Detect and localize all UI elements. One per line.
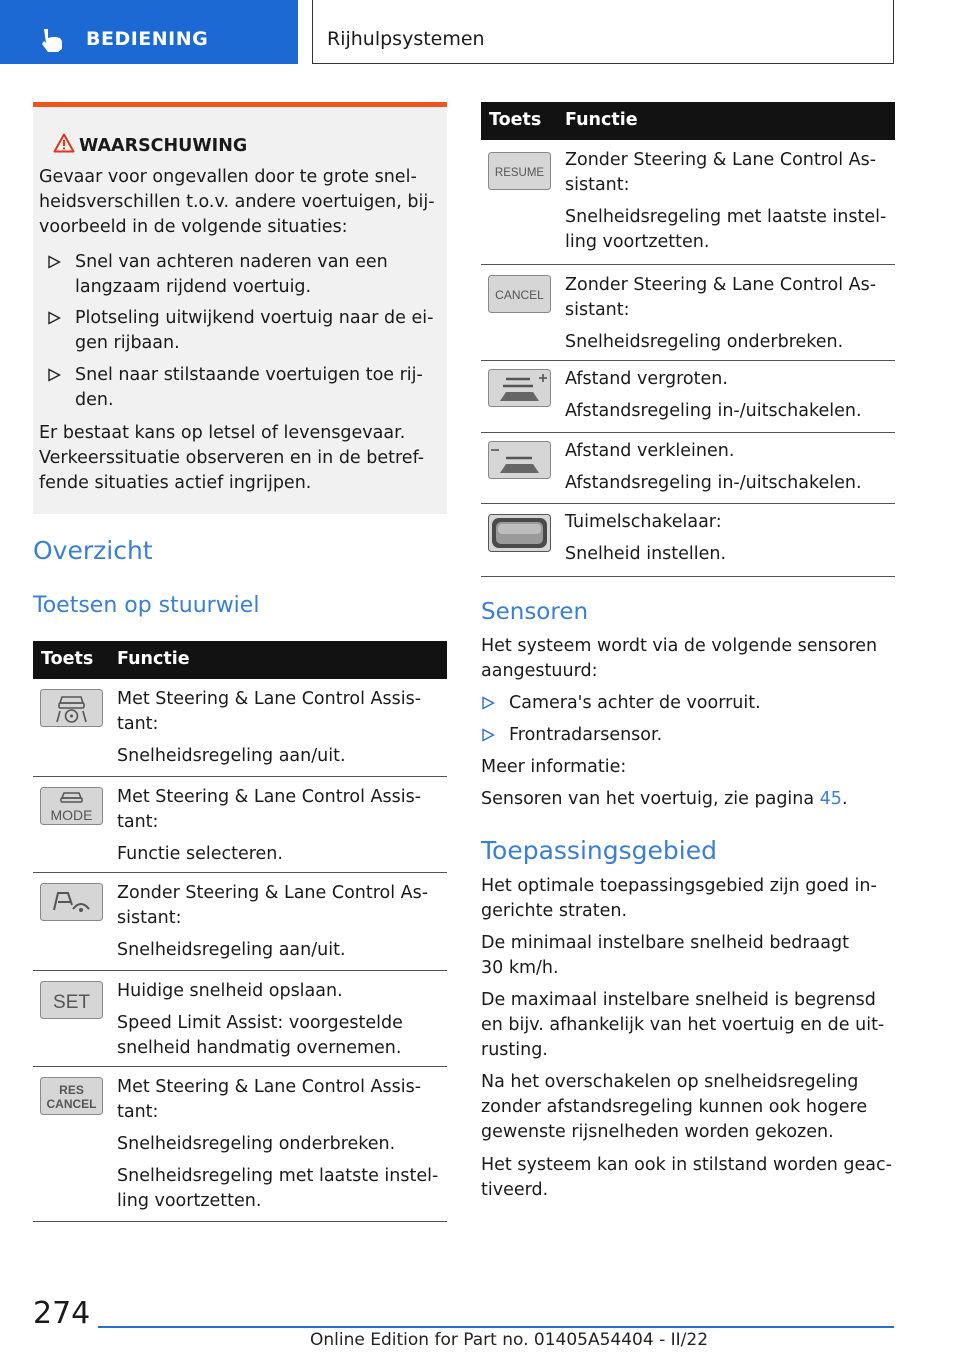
- page-reference-link[interactable]: 45: [819, 789, 842, 809]
- set-text: SET: [53, 992, 90, 1013]
- table-row: [33, 873, 447, 971]
- cell-line: Tuimelschakelaar:: [565, 512, 722, 532]
- text-line: rusting.: [481, 1040, 548, 1060]
- cell-line: Afstandsregeling in-/uitschakelen.: [565, 473, 862, 493]
- application-area-heading: Toepassingsgebied: [481, 836, 717, 865]
- reference-text: Sensoren van het voertuig, zie pagina: [481, 789, 820, 809]
- page-number: 274: [33, 1296, 91, 1331]
- cell-line: Afstand vergroten.: [565, 369, 728, 389]
- cell-line: Snelheidsregeling met laatste instel-: [117, 1166, 439, 1186]
- sensors-reference: [481, 787, 895, 812]
- function-cell: [117, 881, 447, 970]
- edition-text: Online Edition for Part no. 01405A54404 - II/22: [310, 1330, 709, 1350]
- function-cell: [117, 1075, 447, 1221]
- warning-intro-line: Gevaar voor ongevallen door te grote snel-: [39, 167, 417, 187]
- warning-outro-line: Er bestaat kans op letsel of levensgevaar.: [39, 423, 406, 443]
- warning-intro: [39, 165, 441, 240]
- warning-outro-line: Verkeerssituatie observeren en in de betref-: [39, 448, 425, 468]
- sensors-heading: Sensoren: [481, 599, 589, 625]
- paragraph: [481, 1070, 895, 1145]
- paragraph: [481, 988, 895, 1063]
- column-header-key: Toets: [41, 649, 94, 669]
- cell-line: Afstandsregeling in-/uitschakelen.: [565, 401, 862, 421]
- chapter-tab[interactable]: [0, 0, 298, 64]
- triangle-bullet-icon: [47, 311, 61, 325]
- text-line: gewenste rijsnelheden worden gekozen.: [481, 1122, 834, 1142]
- distance-increase-button-icon: [488, 369, 551, 407]
- res-cancel-button-icon: [40, 1077, 103, 1115]
- bullet-line: Snel naar stilstaande voertuigen toe rij-: [75, 365, 423, 385]
- text-line: De maximaal instelbare snelheid is begrensd: [481, 990, 876, 1010]
- resume-button-icon: [488, 152, 551, 190]
- warning-intro-line: voorbeeld in de volgende situaties:: [39, 217, 348, 237]
- cell-line: Snelheidsregeling met laatste instel-: [565, 207, 887, 227]
- cell-line: snelheid handmatig overnemen.: [117, 1038, 402, 1058]
- steering-wheel-buttons-heading: Toetsen op stuurwiel: [33, 593, 260, 618]
- triangle-bullet-icon: [481, 696, 495, 710]
- text-line: De minimaal instelbare snelheid bedraagt: [481, 933, 849, 953]
- cell-line: sistant:: [565, 300, 630, 320]
- warning-title: WAARSCHUWING: [79, 136, 248, 156]
- triangle-bullet-icon: [47, 368, 61, 382]
- more-info-label: Meer informatie:: [481, 757, 627, 777]
- function-cell: [565, 367, 895, 431]
- footer-divider: [98, 1326, 894, 1328]
- bullet-line: Plotseling uitwijkend voertuig naar de ei-: [75, 308, 434, 328]
- table-row: [481, 433, 895, 504]
- paragraph: [481, 931, 895, 981]
- cell-line: tant:: [117, 812, 159, 832]
- text-line: 30 km/h.: [481, 958, 559, 978]
- cancel-button-icon: [488, 275, 551, 313]
- cell-line: Snelheidsregeling aan/uit.: [117, 746, 346, 766]
- table-row: [33, 1067, 447, 1222]
- text-line: tiveerd.: [481, 1180, 549, 1200]
- bullet-line: den.: [75, 390, 114, 410]
- mode-text: MODE: [50, 807, 93, 823]
- function-cell: [117, 785, 447, 874]
- bullet-text: Frontradarsensor.: [509, 725, 663, 745]
- chapter-tab-label: BEDIENING: [86, 28, 209, 50]
- mode-button-icon: [40, 787, 103, 825]
- warning-outro-line: fende situaties actief ingrijpen.: [39, 473, 312, 493]
- function-cell: [117, 979, 447, 1068]
- warning-outro: [39, 421, 441, 496]
- section-header: [312, 0, 894, 64]
- bullet-line: Snel van achteren naderen van een: [75, 252, 388, 272]
- function-cell: [117, 687, 447, 776]
- text-line: aangestuurd:: [481, 661, 598, 681]
- cruise-control-button-icon: [40, 883, 103, 921]
- cell-line: Huidige snelheid opslaan.: [117, 981, 343, 1001]
- cell-line: Met Steering & Lane Control Assis-: [117, 787, 422, 807]
- text-line: gerichte straten.: [481, 901, 628, 921]
- text-line: Het systeem kan ook in stilstand worden geac-: [481, 1155, 892, 1175]
- table-header: [481, 102, 895, 140]
- function-cell: [565, 273, 895, 362]
- cell-line: Afstand verkleinen.: [565, 441, 735, 461]
- bullet-text: Camera's achter de voorruit.: [509, 693, 761, 713]
- cell-line: Snelheidsregeling onderbreken.: [117, 1134, 396, 1154]
- steering-assist-button-icon: [40, 689, 103, 727]
- column-header-function: Functie: [565, 110, 638, 130]
- resume-text: RESUME: [494, 167, 545, 179]
- res-text: RES: [59, 1083, 84, 1097]
- cell-line: Zonder Steering & Lane Control As-: [565, 150, 877, 170]
- cell-line: sistant:: [117, 908, 182, 928]
- warning-triangle-icon: [53, 133, 75, 153]
- function-cell: [565, 439, 895, 503]
- table-row: [33, 777, 447, 873]
- cancel-text: CANCEL: [46, 1097, 97, 1111]
- table-row: [33, 679, 447, 777]
- cell-line: ling voortzetten.: [565, 232, 710, 252]
- column-header-function: Functie: [117, 649, 190, 669]
- cell-line: tant:: [117, 1102, 159, 1122]
- function-cell: [565, 148, 895, 262]
- cell-line: sistant:: [565, 175, 630, 195]
- cell-line: Met Steering & Lane Control Assis-: [117, 689, 422, 709]
- table-row: [481, 361, 895, 433]
- text-line: Na het overschakelen op snelheidsregeling: [481, 1072, 859, 1092]
- warning-box: [33, 102, 447, 514]
- warning-intro-line: heidsverschillen t.o.v. andere voertuigen, bij-: [39, 192, 435, 212]
- table-row: [33, 971, 447, 1067]
- bullet-line: langzaam rijdend voertuig.: [75, 277, 312, 297]
- table-row: [481, 504, 895, 577]
- text-line: Het systeem wordt via de volgende sensoren: [481, 636, 878, 656]
- cell-line: Met Steering & Lane Control Assis-: [117, 1077, 422, 1097]
- cell-line: Snelheidsregeling aan/uit.: [117, 940, 346, 960]
- rocker-switch-icon: [488, 514, 551, 552]
- triangle-bullet-icon: [481, 728, 495, 742]
- paragraph: [481, 874, 895, 924]
- text-line: en bijv. afhankelijk van het voertuig en de uit-: [481, 1015, 885, 1035]
- cell-line: Zonder Steering & Lane Control As-: [117, 883, 429, 903]
- function-cell: [565, 510, 895, 574]
- section-header-label: Rijhulpsystemen: [327, 28, 485, 50]
- reference-end: .: [841, 789, 848, 809]
- text-line: zonder afstandsregeling kunnen ook hogere: [481, 1097, 868, 1117]
- set-button-icon: [40, 981, 103, 1019]
- text-line: Het optimale toepassingsgebied zijn goed in-: [481, 876, 877, 896]
- distance-decrease-button-icon: [488, 441, 551, 479]
- overview-heading: Overzicht: [33, 536, 153, 565]
- cell-line: Snelheidsregeling onderbreken.: [565, 332, 844, 352]
- bullet-line: gen rijbaan.: [75, 333, 180, 353]
- cell-line: tant:: [117, 714, 159, 734]
- cell-line: Snelheid instellen.: [565, 544, 727, 564]
- triangle-bullet-icon: [47, 255, 61, 269]
- column-header-key: Toets: [489, 110, 542, 130]
- table-row: [481, 140, 895, 265]
- hand-pointer-icon: [38, 27, 66, 53]
- paragraph: [481, 1153, 895, 1203]
- cell-line: Zonder Steering & Lane Control As-: [565, 275, 877, 295]
- sensors-intro: [481, 634, 895, 684]
- table-row: [481, 265, 895, 361]
- table-header: [33, 641, 447, 679]
- cell-line: Speed Limit Assist: voorgestelde: [117, 1013, 403, 1033]
- cell-line: ling voortzetten.: [117, 1191, 262, 1211]
- cancel-text: CANCEL: [495, 288, 544, 302]
- cell-line: Functie selecteren.: [117, 844, 283, 864]
